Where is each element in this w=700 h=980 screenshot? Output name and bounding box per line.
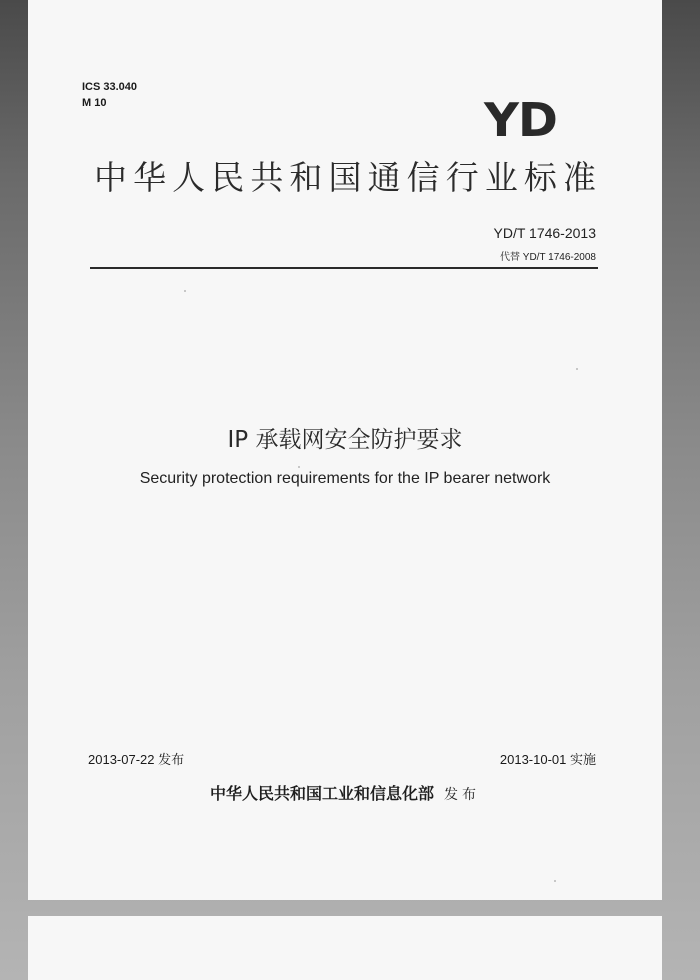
document-page-1 — [28, 0, 662, 900]
issue-date: 2013-07-22 发布 — [88, 752, 185, 767]
effective-date: 2013-10-01 实施 — [499, 752, 596, 767]
standard-header-title: 中华人民共和国通信行业标准 — [94, 158, 596, 197]
publisher — [28, 782, 662, 807]
ics-code: ICS 33.040 — [82, 81, 138, 93]
document-page-2 — [28, 916, 662, 980]
scan-speck — [554, 880, 556, 882]
scan-speck — [184, 290, 186, 292]
header-divider — [90, 267, 598, 269]
publisher-suffix: 发布 — [444, 787, 480, 803]
yd-logo: YD — [484, 93, 557, 147]
document-subtitle: Security protection requirements for the IP bearer network — [139, 470, 551, 487]
document-title: IP 承载网安全防护要求 — [227, 427, 463, 453]
ccs-code: M 10 — [82, 97, 107, 109]
publisher-name: 中华人民共和国工业和信息化部 — [209, 784, 434, 803]
scan-speck — [576, 368, 578, 370]
standard-number: YD/T 1746-2013 — [493, 225, 596, 241]
replaces-standard: 代替 YD/T 1746-2008 — [500, 252, 596, 263]
scan-speck — [298, 466, 300, 468]
